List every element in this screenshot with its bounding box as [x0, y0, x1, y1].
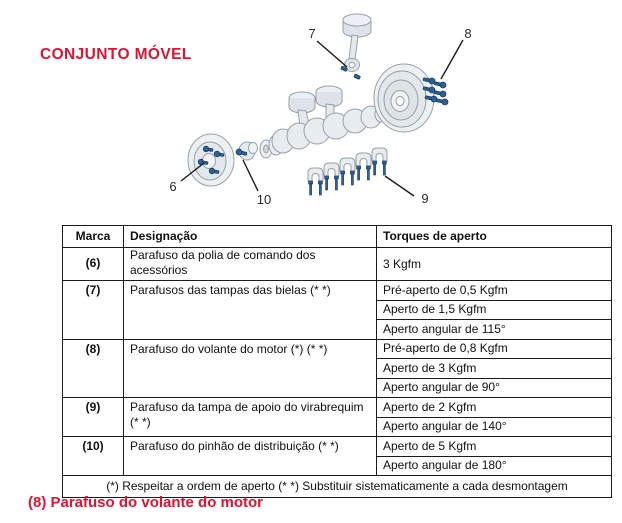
figure-caption: (8) Parafuso do volante do motor — [28, 494, 264, 511]
torque-cell: Aperto de 3 Kgfm — [377, 359, 612, 379]
designacao-cell: Parafuso do volante do motor (*) (* *) — [124, 339, 377, 398]
torque-cell: Aperto angular de 140° — [377, 417, 612, 437]
torque-cell: Aperto angular de 180° — [377, 456, 612, 476]
table-row — [63, 281, 612, 301]
torque-table — [62, 225, 612, 498]
marca-cell: (7) — [63, 281, 124, 340]
bearing-caps-part — [308, 148, 387, 195]
table-row — [63, 248, 612, 281]
assembly-diagram — [0, 0, 622, 222]
marca-cell: (9) — [63, 398, 124, 437]
torque-cell: Pré-aperto de 0,8 Kgfm — [377, 339, 612, 359]
marca-cell: (8) — [63, 339, 124, 398]
designacao-cell: Parafuso da tampa de apoio do virabrequim (* *) — [124, 398, 377, 437]
page-title: CONJUNTO MÓVEL — [40, 46, 192, 63]
designacao-cell: Parafuso do pinhão de distribuição (* *) — [124, 437, 377, 476]
crankshaft-part — [260, 86, 387, 158]
designacao-cell: Parafusos das tampas das bielas (* *) — [124, 281, 377, 340]
timing-pinion-part — [235, 142, 257, 160]
torque-table-body — [63, 248, 612, 498]
part-label-7: 7 — [308, 26, 316, 41]
torque-cell: Aperto de 5 Kgfm — [377, 437, 612, 457]
part-label-9: 9 — [421, 191, 429, 206]
table-header-row — [63, 226, 612, 248]
torque-cell: Aperto angular de 90° — [377, 378, 612, 398]
marca-cell: (10) — [63, 437, 124, 476]
header-torques: Torques de aperto — [377, 226, 612, 248]
header-marca: Marca — [63, 226, 124, 248]
torque-cell: Aperto angular de 115° — [377, 320, 612, 340]
header-designacao: Designação — [124, 226, 377, 248]
piston-connecting-rod-part — [341, 14, 371, 80]
torque-cell: Aperto de 2 Kgfm — [377, 398, 612, 418]
torque-cell: Pré-aperto de 0,5 Kgfm — [377, 281, 612, 301]
designacao-cell: Parafuso da polia de comando dos acessórios — [124, 248, 377, 281]
part-label-6: 6 — [169, 179, 177, 194]
driveplate-flange-part — [188, 134, 234, 186]
table-row — [63, 339, 612, 359]
torque-cell: Aperto de 1,5 Kgfm — [377, 300, 612, 320]
part-label-10: 10 — [256, 192, 272, 207]
table-row — [63, 398, 612, 418]
torque-cell: 3 Kgfm — [377, 248, 612, 281]
part-label-8: 8 — [464, 26, 472, 41]
marca-cell: (6) — [63, 248, 124, 281]
footnote-cell: (*) Respeitar a ordem de aperto (* *) Substituir sistematicamente a cada desmontagem — [63, 476, 612, 498]
table-row — [63, 437, 612, 457]
